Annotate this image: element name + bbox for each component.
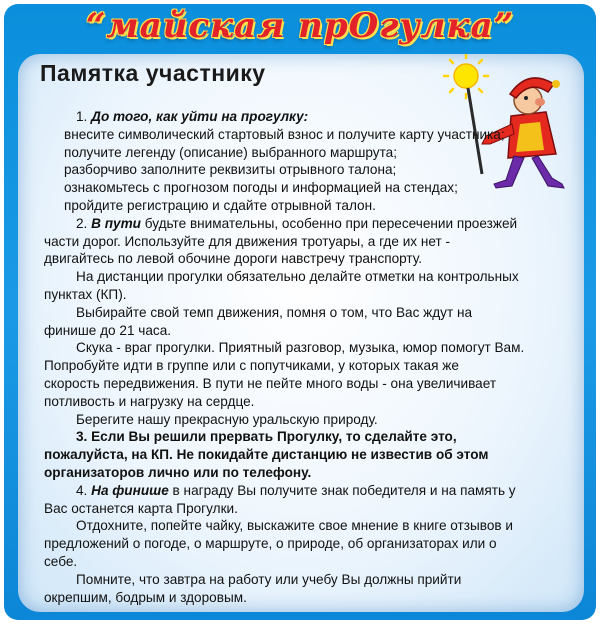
memo-heading: Памятка участнику — [40, 60, 266, 86]
paragraph-line: пунктах (КП). — [44, 286, 127, 302]
paragraph-line: потливость и нагрузку на сердце. — [44, 393, 255, 409]
poster-title: “майская прОгулка” — [85, 6, 515, 46]
paragraph-line: финише до 21 часа. — [44, 322, 172, 338]
paragraph-line: На дистанции прогулки обязательно делайте отметки на контрольных — [76, 269, 519, 285]
paragraph-line: двигайтесь по левой обочине дороги навстречу транспорту. — [44, 251, 423, 267]
section-3-line: 3. Если Вы решили прервать Прогулку, то сделайте это, — [76, 429, 457, 445]
paragraph-line: окрепшим, бодрым и здоровым. — [44, 589, 247, 605]
section-4-first-line — [44, 482, 574, 500]
section-1-number: 1. — [76, 109, 92, 124]
list-item: получите легенду (описание) выбранного маршрута; — [64, 144, 397, 160]
section-3-line: пожалуйста, на КП. Не покидайте дистанцию не известив об этом — [44, 447, 489, 463]
list-item: разборчиво заполните реквизиты отрывного талона; — [64, 162, 397, 178]
section-1-heading — [44, 108, 574, 126]
paragraph-line: Попробуйте идти в группе или с попутчиками, у которых такая же — [44, 358, 459, 374]
section-4-text: в награду Вы получите знак победителя и на память у — [168, 482, 516, 498]
section-2-title: В пути — [91, 215, 141, 231]
section-2-text: будьте внимательны, особенно при пересечении проезжей — [140, 215, 518, 231]
title-banner — [4, 4, 596, 56]
paragraph-line: Отдохните, попейте чайку, выскажите свое мнение в книге отзывов и — [76, 518, 514, 534]
paragraph-line: себе. — [44, 553, 78, 569]
section-2-number: 2. — [76, 215, 92, 231]
section-4-number: 4. — [76, 482, 92, 498]
section-2-first-line — [44, 215, 574, 233]
sun-icon — [444, 54, 488, 98]
memo-body — [44, 108, 574, 606]
list-item: пройдите регистрацию и сдайте отрывной талон. — [64, 197, 376, 213]
paragraph-line: Помните, что завтра на работу или учебу Вы должны прийти — [76, 571, 462, 587]
section-3-line: организаторов лично или по телефону. — [44, 464, 312, 480]
paragraph-line: Берегите нашу прекрасную уральскую природу. — [76, 411, 378, 427]
poster-frame — [4, 4, 596, 620]
paragraph-line: Вас останется карта Прогулки. — [44, 500, 238, 516]
memo-panel — [18, 54, 584, 612]
list-item: внесите символический стартовый взнос и получите карту участника; — [64, 126, 505, 142]
paragraph-line: части дорог. Используйте для движения тротуары, а где их нет - — [44, 233, 451, 249]
section-4-title: На финише — [91, 482, 169, 498]
paragraph-line: Скука - враг прогулки. Приятный разговор, музыка, юмор помогут Вам. — [76, 340, 525, 356]
list-item: ознакомьтесь с прогнозом погоды и информацией на стендах; — [64, 180, 458, 196]
section-1-title: До того, как уйти на прогулку: — [91, 109, 309, 124]
paragraph-line: скорость передвижения. В пути не пейте много воды - она увеличивает — [44, 375, 497, 391]
paragraph-line: Выбирайте свой темп движения, помня о том, что Вас ждут на — [76, 304, 473, 320]
paragraph-line: предложений о погоде, о маршруте, о природе, об организаторах или о — [44, 536, 497, 552]
